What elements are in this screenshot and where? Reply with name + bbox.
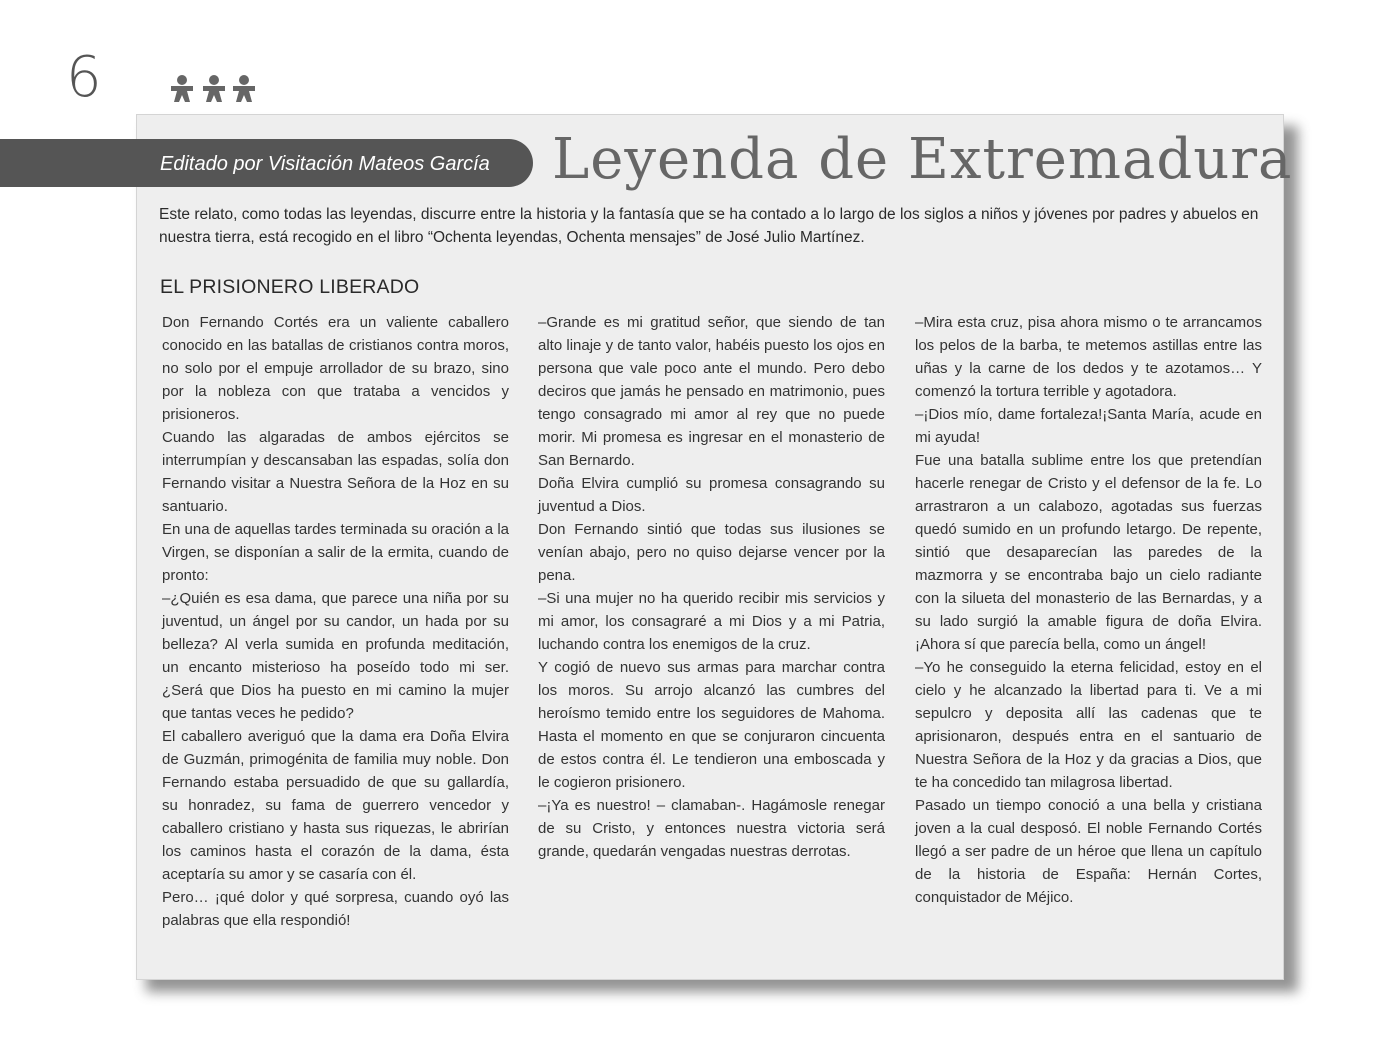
paragraph: Pero… ¡qué dolor y qué sorpresa, cuando oyó las palabras que ella respondió! bbox=[162, 889, 509, 929]
paragraph: Doña Elvira cumplió su promesa consagrando su juventud a Dios. bbox=[538, 475, 885, 515]
story-column-3 bbox=[915, 311, 1262, 909]
paragraph: –Si una mujer no ha querido recibir mis servicios y mi amor, los consagraré a mi Dios y a mi Patria, luchando contra los enemigos de la cruz. bbox=[538, 590, 885, 653]
paragraph: Don Fernando Cortés era un valiente caballero conocido en las batallas de cristianos contra moros, no solo por el empuje arrollador de su brazo, sino por la nobleza con que trataba a vencidos y prisioneros. bbox=[162, 314, 509, 423]
paragraph: –Grande es mi gratitud señor, que siendo de tan alto linaje y de tanto valor, habéis puesto los ojos en persona que vale poco ante el mundo. Pero debo deciros que jamás he pensado en matrimonio, pues tengo consagrado mi amor al rey que no puede morir. Mi promesa es ingresar en el monasterio de San Bernardo. bbox=[538, 314, 885, 469]
editor-credit: Editado por Visitación Mateos García bbox=[160, 153, 490, 175]
intro-paragraph: Este relato, como todas las leyendas, discurre entre la historia y la fantasía que se ha contado a lo largo de los siglos a niños y jóvenes por padres y abuelos en nuestra tierra, está recogido en el libro “Ochenta leyendas, Ochenta mensajes” de José Julio Martínez. bbox=[159, 206, 1259, 246]
paper-dolls-chain-icon bbox=[168, 74, 260, 102]
paragraph: Y cogió de nuevo sus armas para marchar contra los moros. Su arrojo alcanzó las cumbres del heroísmo temido entre los seguidores de Mahoma. Hasta el momento en que se conjuraron cincuenta de estos contra él. Le tendieron una emboscada y le cogieron prisionero. bbox=[538, 659, 885, 791]
story-title: EL PRISIONERO LIBERADO bbox=[160, 276, 420, 298]
paragraph: –Yo he conseguido la eterna felicidad, estoy en el cielo y he alcanzado la libertad para ti. Ve a mi sepulcro y deposita allí las cadenas que te aprisionaron, después entra en el santuario de Nuestra Señora de la Hoz y da gracias a Dios, que te ha concedido tan milagrosa libertad. bbox=[915, 659, 1262, 791]
paragraph: Fue una batalla sublime entre los que pretendían hacerle renegar de Cristo y el defensor de la fe. Lo arrastraron a un calabozo, agotadas sus fuerzas quedó sumido en un profundo letargo. De repente, sintió que desaparecían las paredes de la mazmorra y se encontraba bajo un cielo radiante con la silueta del monasterio de las Bernardas, y a su lado surgió la amable figura de doña Elvira. ¡Ahora sí que parecía bella, como un ángel! bbox=[915, 452, 1262, 653]
paragraph: –¡Dios mío, dame fortaleza!¡Santa María, acude en mi ayuda! bbox=[915, 406, 1262, 446]
story-column-1 bbox=[162, 311, 509, 932]
article-title: Leyenda de Extremadura bbox=[552, 127, 1293, 192]
paragraph: –¿Quién es esa dama, que parece una niña por su juventud, un ángel por su candor, un hada por su belleza? Al verla sumida en profunda meditación, un encanto misterioso ha poseído todo mi ser. ¿Será que Dios ha puesto en mi camino la mujer que tantas veces he pedido? bbox=[162, 590, 509, 722]
paragraph: –Mira esta cruz, pisa ahora mismo o te arrancamos los pelos de la barba, te metemos astillas entre las uñas y la carne de los dedos y te azotamos… Y comenzó la tortura terrible y agotadora. bbox=[915, 314, 1262, 400]
paragraph: Pasado un tiempo conoció a una bella y cristiana joven a la cual desposó. El noble Fernando Cortés llegó a ser padre de un héroe que llena un capítulo de la historia de España: Hernán Cortes, conquistador de Méjico. bbox=[915, 797, 1262, 906]
paragraph: –¡Ya es nuestro! – clamaban-. Hagámosle renegar de su Cristo, y entonces nuestra victoria será grande, quedarán vengadas nuestras derrotas. bbox=[538, 797, 885, 860]
editor-credit-bar bbox=[0, 139, 533, 187]
story-column-2 bbox=[538, 311, 885, 863]
paragraph: El caballero averiguó que la dama era Doña Elvira de Guzmán, primogénita de familia muy noble. Don Fernando estaba persuadido de que su gallardía, su honradez, su fama de guerrero vencedor y caballero cristiano y hasta sus riquezas, le abrirían los caminos hasta el corazón de la dama, ésta aceptaría su amor y se casaría con él. bbox=[162, 728, 509, 883]
paragraph: En una de aquellas tardes terminada su oración a la Virgen, se disponían a salir de la ermita, cuando de pronto: bbox=[162, 521, 509, 584]
paragraph: Don Fernando sintió que todas sus ilusiones se venían abajo, pero no quiso dejarse vencer por la pena. bbox=[538, 521, 885, 584]
paragraph: Cuando las algaradas de ambos ejércitos se interrumpían y descansaban las espadas, solía don Fernando visitar a Nuestra Señora de la Hoz en su santuario. bbox=[162, 429, 509, 515]
page-number: 6 bbox=[66, 45, 102, 110]
